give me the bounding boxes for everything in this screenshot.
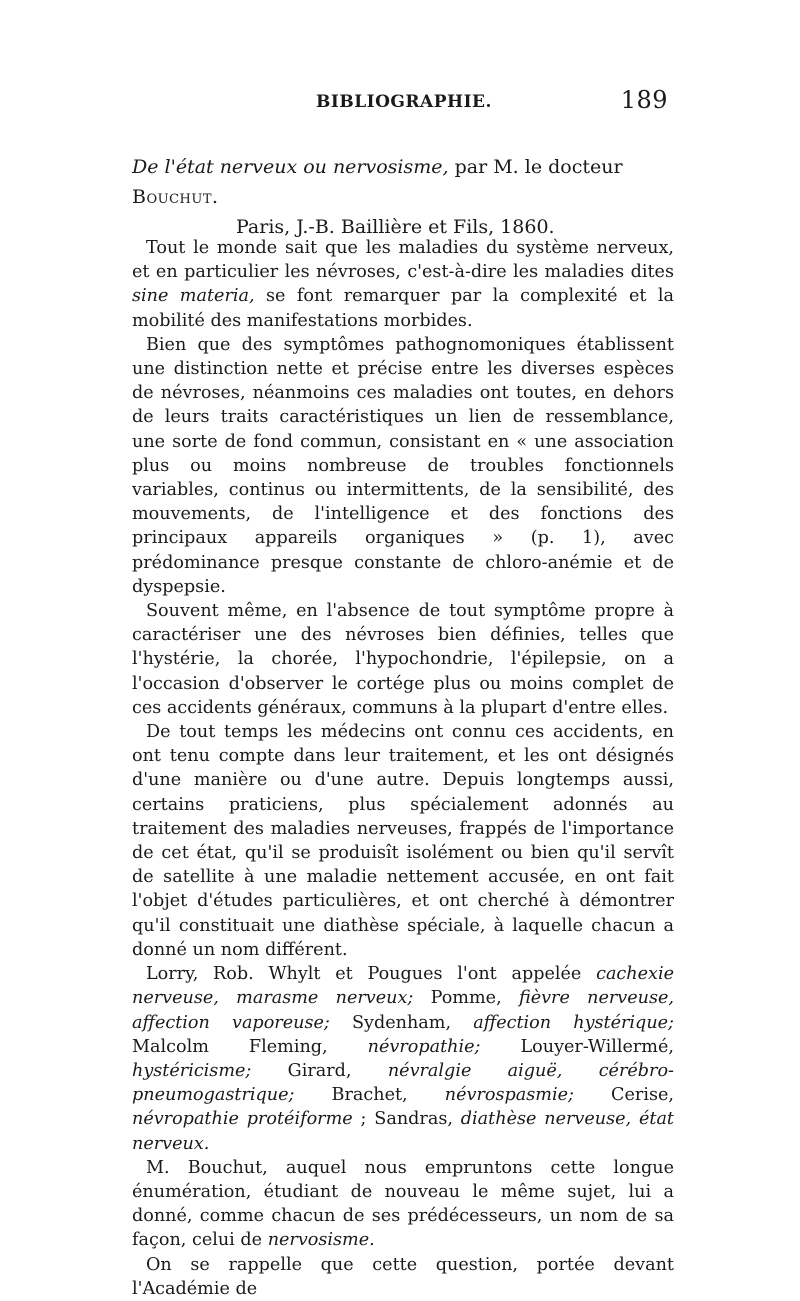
paragraph-5	[132, 962, 674, 1156]
paragraph-4: De tout temps les médecins ont connu ces accidents, en ont tenu compte dans leur traitement, et les ont désignés d'une manière ou d'une autre. Depuis longtemps aussi, certains praticiens, plus spécialement adonnés au traitement des maladies nerveuses, frappés de l'importance de cet état, qu'il se produisît isolément ou bien qu'il servît de satellite à une maladie nettement accusée, en ont fait l'objet d'études particulières, et ont cherché à démontrer qu'il constituait une diathèse spéciale, à laquelle chacun a donné un nom différent.	[132, 722, 674, 960]
paragraph-3: Souvent même, en l'absence de tout symptôme propre à caractériser une des névroses bien définies, telles que l'hystérie, la chorée, l'hypochondrie, l'épilepsie, on a l'occasion d'observer le cortége plus ou moins complet de ces accidents généraux, communs à la plupart d'entre elles.	[132, 601, 674, 718]
italic-run: névralgie aiguë, cérébro-pneumogastrique;	[132, 1060, 674, 1106]
text-run: Pomme,	[413, 988, 519, 1009]
italic-run: cachexie nerveuse, marasme nerveux;	[132, 964, 674, 1009]
text-run: Sydenham,	[329, 1012, 474, 1033]
text-run: Tout le monde sait que les maladies du système nerveux, et en particulier les névroses, c'est-à-dire les maladies dites	[132, 238, 674, 283]
body-text	[132, 236, 674, 1301]
paragraph-2: Bien que des symptômes pathognomoniques établissent une distinction nette et précise entre les diverses espèces de névroses, néanmoins ces maladies ont toutes, en dehors de leurs traits caractéristiques un lien de ressemblance, une sorte de fond commun, consistant en « une association plus ou moins nombreuse de troubles fonctionnels variables, continus ou intermittents, de la sensibilité, des mouvements, de l'intelligence et des fonctions des principaux appareils organiques » (p. 1), avec prédominance presque constante de chloro-anémie et de dyspepsie.	[132, 334, 674, 597]
paragraph-7: On se rappelle que cette question, portée devant l'Académie de	[132, 1254, 674, 1299]
italic-run: névropathie protéiforme	[132, 1109, 353, 1130]
text-run: Girard,	[251, 1060, 388, 1081]
text-run: M. Bouchut, auquel nous empruntons cette longue énumération, étudiant de nouveau le même sujet, lui a donné, comme chacun de ses prédécesseurs, un nom de sa façon, celui de	[132, 1157, 674, 1251]
italic-run: névropathie;	[367, 1036, 481, 1057]
text-run: Malcolm Fleming,	[132, 1036, 368, 1057]
italic-run: fièvre nerveuse, affection vaporeuse;	[132, 988, 675, 1033]
work-title: De l'état nerveux ou nervosisme,	[132, 156, 449, 178]
text-run: Lorry, Rob. Whylt et Pougues l'ont appelée	[146, 964, 597, 985]
italic-run: nervosisme.	[267, 1230, 375, 1251]
paragraph-6	[132, 1156, 674, 1253]
italic-run: névrospasmie;	[444, 1085, 574, 1106]
italic-run: affection hystérique;	[473, 1012, 674, 1033]
review-heading	[128, 152, 673, 242]
text-run: Brachet,	[294, 1085, 445, 1106]
by-text: par M. le docteur	[454, 156, 623, 178]
italic-run: sine materia,	[132, 286, 255, 307]
text-run: Cerise,	[573, 1085, 674, 1106]
text-run: Louyer-Willermé,	[480, 1036, 674, 1057]
italic-run: diathèse nerveuse, état nerveux.	[132, 1109, 675, 1154]
running-title: BIBLIOGRAPHIE.	[316, 92, 492, 112]
author-name: Bouchut.	[132, 186, 219, 208]
italic-run: hystéricisme;	[132, 1060, 252, 1081]
paragraph-1	[132, 236, 674, 333]
review-title-line	[128, 152, 673, 212]
imprint-line: Paris, J.-B. Baillière et Fils, 1860.	[236, 216, 555, 238]
page-number: 189	[620, 86, 668, 114]
text-run: se font remarquer par la complexité et la mobilité des manifestations morbides.	[132, 286, 674, 331]
text-run: ; Sandras,	[352, 1109, 461, 1130]
